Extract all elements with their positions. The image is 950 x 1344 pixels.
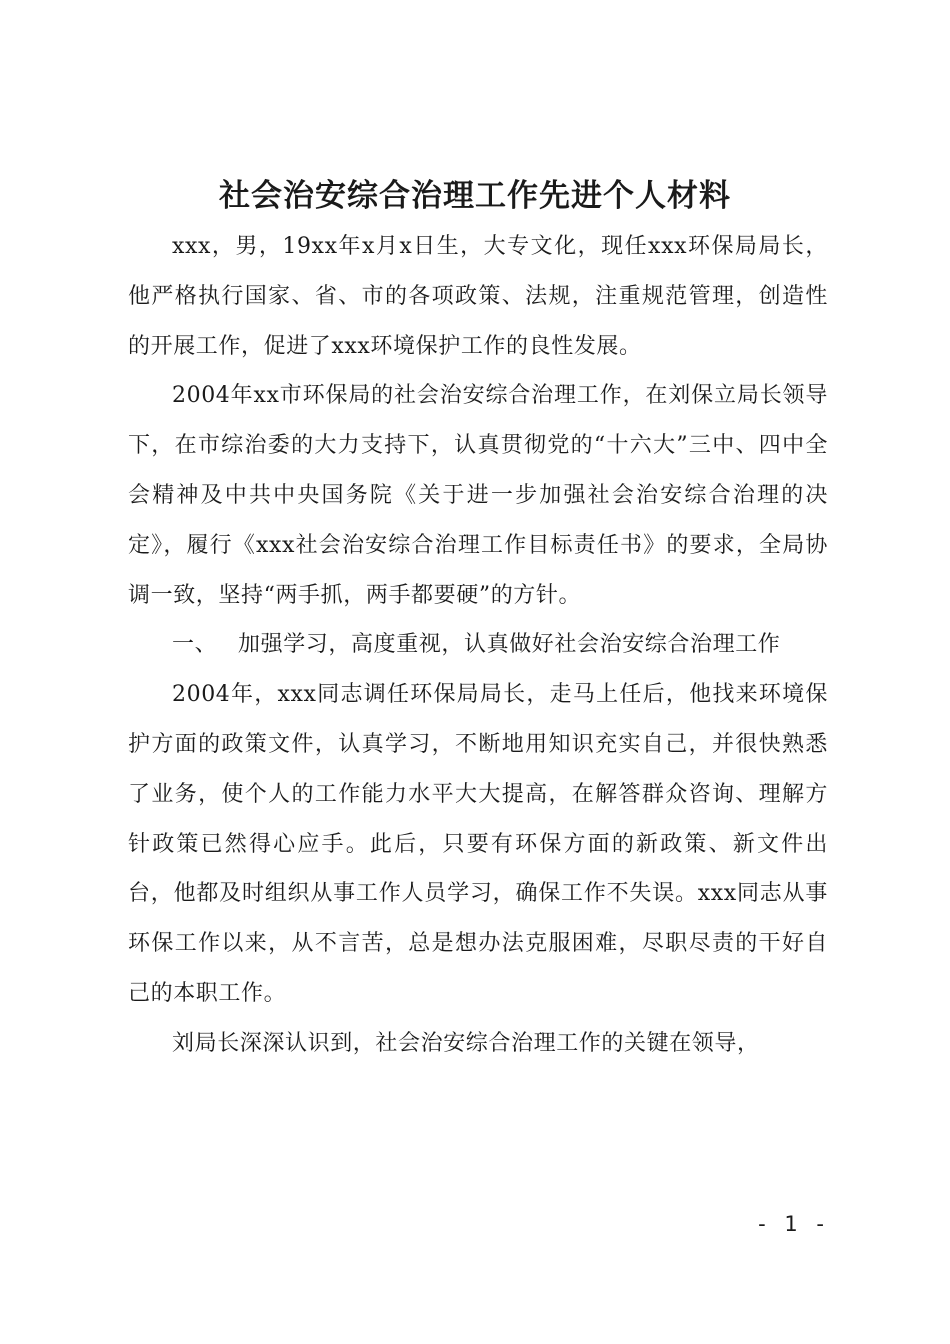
document-body: [128, 222, 828, 1069]
paragraph-leadership: 刘局长深深认识到，社会治安综合治理工作的关键在领导，: [172, 1030, 760, 1056]
section-heading-number: 一、: [172, 632, 218, 658]
document-title: 社会治安综合治理工作先进个人材料: [219, 178, 731, 214]
paragraph-study: 2004年，xxx同志调任环保局局长，走马上任后，他找来环境保护方面的政策文件，认真学习，不断地用知识充实自己，并很快熟悉了业务，使个人的工作能力水平大大提高，在解答群众咨询、理解方针政策已然得心应手。此后，只要有环保方面的新政策、新文件出台，他都及时组织从事工作人员学习，确保工作不失误。xxx同志从事环保工作以来，从不言苦，总是想办法克服困难，尽职尽责的干好自己的本职工作。: [128, 682, 828, 1006]
section-heading-text: 加强学习，高度重视，认真做好社会治安综合治理工作: [238, 632, 781, 658]
page-number: - 1 -: [758, 1212, 830, 1236]
paragraph-overview: 2004年xx市环保局的社会治安综合治理工作，在刘保立局长领导下，在市综治委的大力支持下，认真贯彻党的“十六大”三中、四中全会精神及中共中央国务院《关于进一步加强社会治安综合治理的决定》，履行《xxx社会治安综合治理工作目标责任书》的要求，全局协调一致，坚持“两手抓，两手都要硬”的方针。: [128, 383, 828, 608]
section-heading: [128, 620, 828, 670]
paragraph-intro: xxx，男，19xx年x月x日生，大专文化，现任xxx环保局局长，他严格执行国家、省、市的各项政策、法规，注重规范管理，创造性的开展工作，促进了xxx环境保护工作的良性发展。: [128, 234, 828, 359]
